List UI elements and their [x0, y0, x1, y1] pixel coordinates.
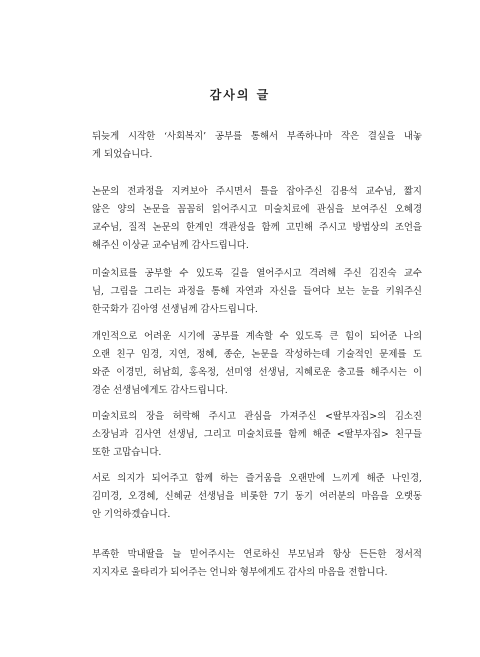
paragraph-4	[92, 328, 422, 400]
paragraph-line: 오랜 친구 임경, 지연, 정혜, 종순, 논문을 작성하는데 기술적인 문제를 도	[92, 349, 422, 360]
paragraph-line: 부족한 막내딸을 늘 믿어주시는 연로하신 부모님과 항상 든든한 정서적	[92, 549, 422, 560]
paragraph-line: 개인적으로 어려운 시기에 공부를 계속할 수 있도록 큰 힘이 되어준 나의	[92, 331, 422, 342]
paragraph-line: 소장님과 김사연 선생님, 그리고 미술치료를 함께 해준 <딸부자집> 친구들	[92, 429, 422, 440]
paragraph-line: 서로 의지가 되어주고 함께 하는 즐거움을 오랜만에 느끼게 해준 나인경,	[92, 473, 422, 484]
paragraph-line: 미술치료를 공부할 수 있도록 길을 열어주시고 격려해 주신 김진숙 교수	[92, 268, 422, 279]
paragraph-line: 김미경, 오경혜, 신혜균 선생님을 비롯한 7기 동기 여러분의 마음을 오랫동	[92, 491, 422, 502]
document-title: 감사의 글	[209, 88, 271, 102]
paragraph-2	[92, 183, 422, 255]
paragraph-line: 해주신 이상균 교수님께 감사드립니다.	[92, 240, 249, 251]
paragraph-line: 않은 양의 논문을 꼼꼼히 읽어주시고 미술치료에 관심을 보여주신 오혜경	[92, 204, 422, 215]
paragraph-line: 또한 고맙습니다.	[92, 447, 162, 458]
paragraph-line: 와준 이경민, 허남희, 홍옥정, 선미영 선생님, 지혜로운 충고를 해주시는 이	[92, 367, 422, 378]
paragraph-line: 한국화가 김아영 선생님께 감사드립니다.	[92, 304, 258, 315]
paragraph-1	[92, 128, 422, 164]
paragraph-7	[92, 546, 422, 582]
paragraph-line: 게 되었습니다.	[92, 149, 153, 160]
paragraph-line: 경순 선생님에게도 감사드립니다.	[92, 385, 228, 396]
paragraph-line: 님, 그림을 그리는 과정을 통해 자연과 자신을 들여다 보는 눈을 키워주신	[92, 286, 422, 297]
paragraph-line: 교수님, 질적 논문의 한계인 객관성을 함께 고민해 주시고 방법상의 조언을	[92, 222, 422, 233]
paragraph-5	[92, 408, 422, 462]
paragraph-line: 지지자로 울타리가 되어주는 언니와 형부에게도 감사의 마음을 전합니다.	[92, 567, 388, 578]
paragraph-3	[92, 265, 422, 319]
paragraph-line: 뒤늦게 시작한 ‘사회복지’ 공부를 통해서 부족하나마 작은 결실을 내놓	[92, 131, 422, 142]
paragraph-6	[92, 470, 422, 524]
paragraph-line: 논문의 전과정을 지켜보아 주시면서 틀을 잡아주신 김용석 교수님, 짧지	[92, 186, 422, 197]
paragraph-line: 안 기억하겠습니다.	[92, 509, 171, 520]
paragraph-line: 미술치료의 장을 허락해 주시고 관심을 가져주신 <딸부자집>의 김소진	[92, 411, 422, 422]
